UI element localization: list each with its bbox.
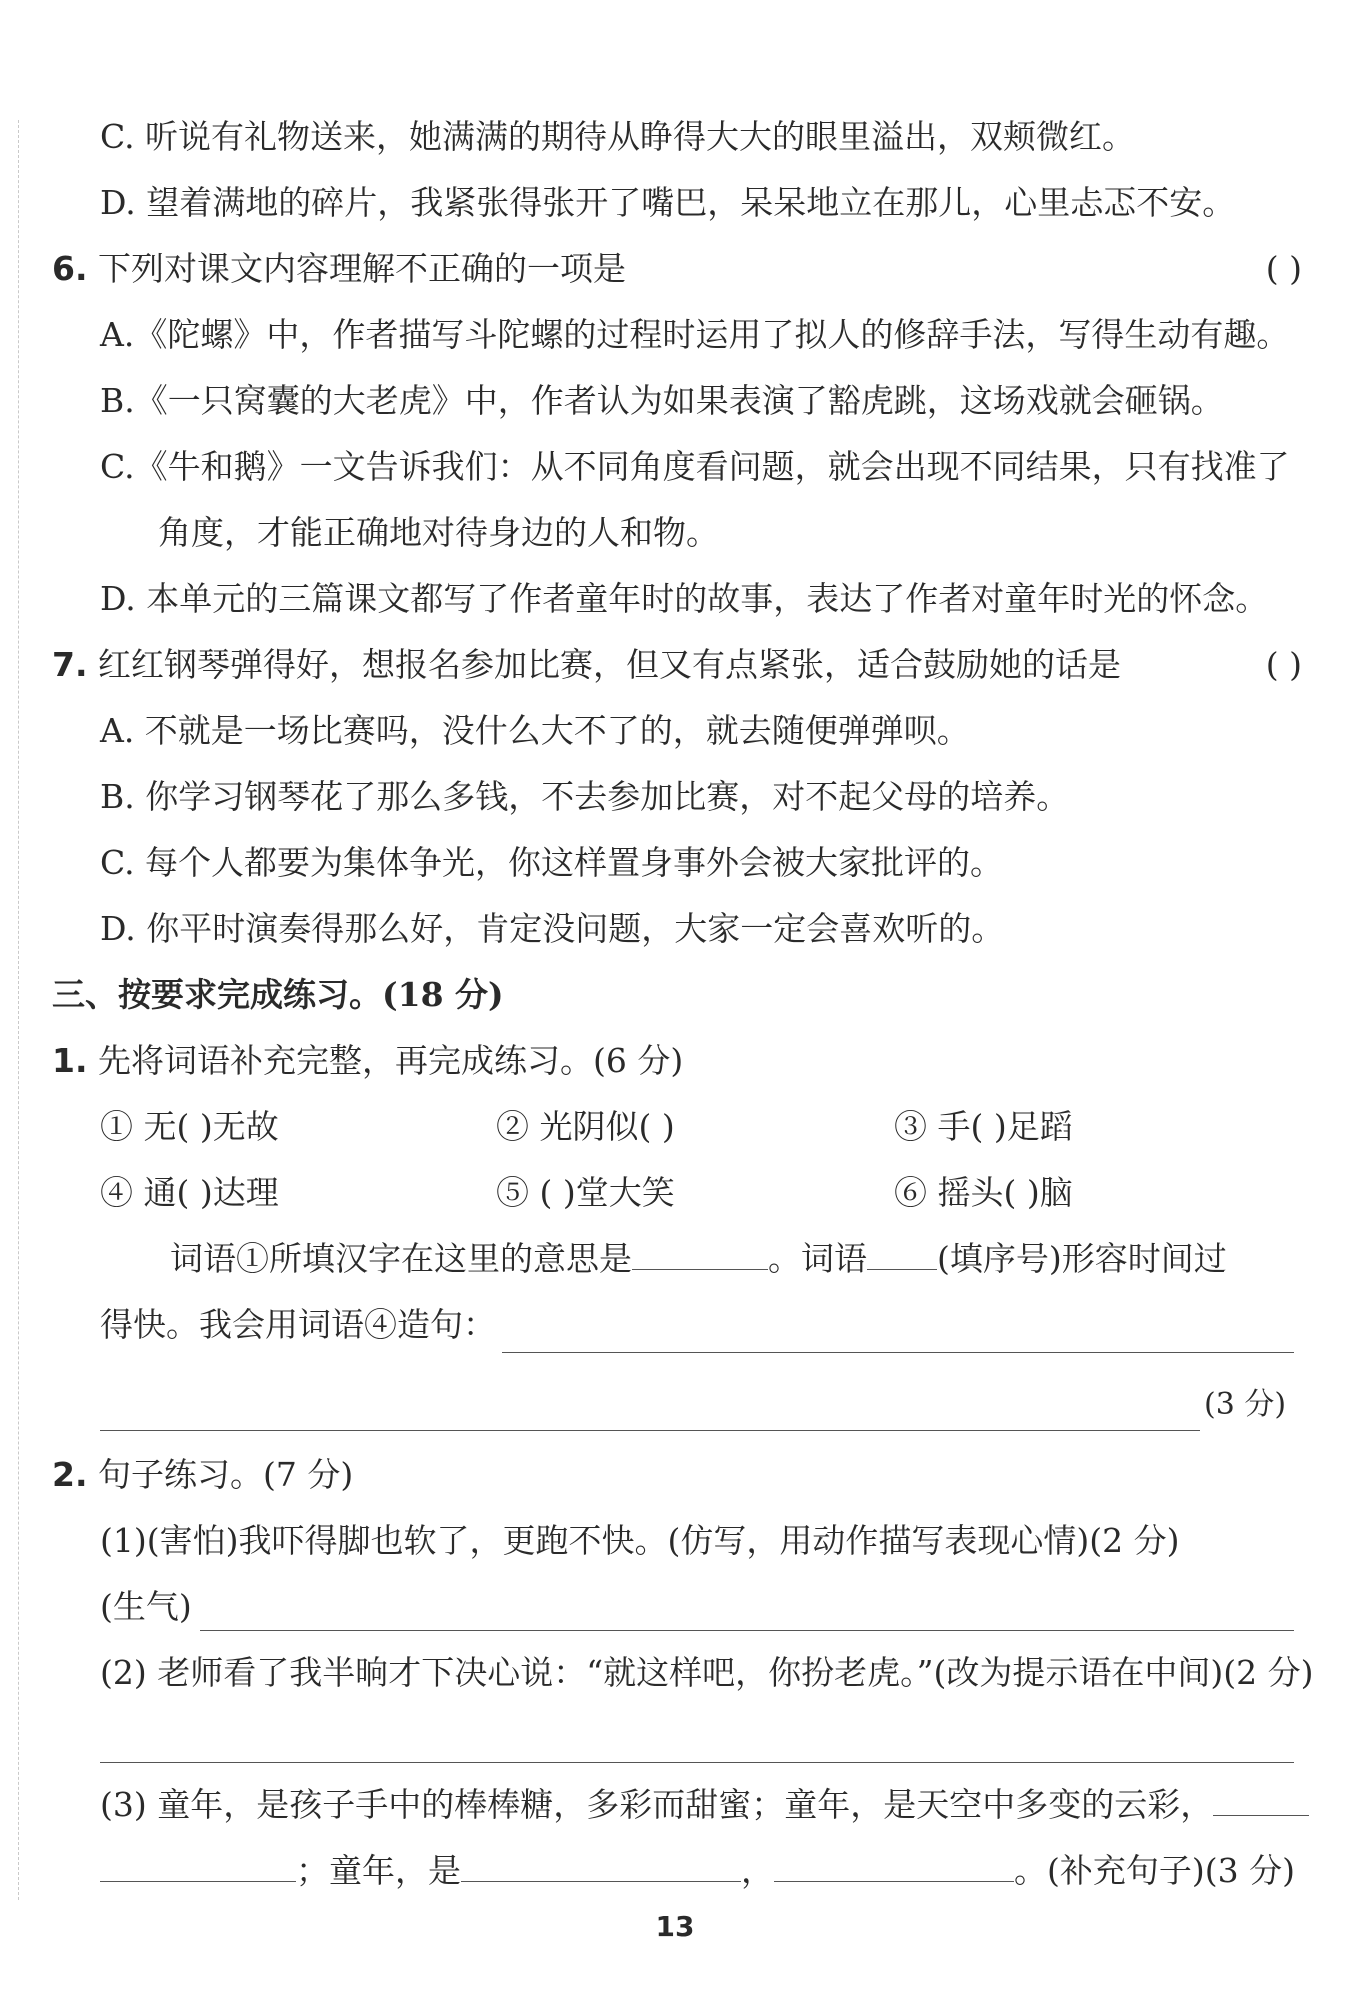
idiom-prompt: 。词语 [768, 1239, 867, 1278]
q6-stem [52, 236, 1302, 302]
s3-q2-sub1: (1)(害怕)我吓得脚也软了，更跑不快。(仿写，用动作描写表现心情)(2 分) [100, 1521, 1180, 1560]
s3-q2-text: 句子练习。(7 分) [98, 1455, 354, 1494]
binding-dashed-line [18, 120, 19, 1900]
s3-q1-stem [52, 1028, 683, 1094]
s3-q2-sub3-cont [100, 1838, 1295, 1904]
s3-q2-sub1-prefix: (生气) [100, 1587, 192, 1626]
vocab-item-3[interactable]: ③ 手( )足蹈 [894, 1107, 1073, 1146]
page-number: 13 [655, 1910, 695, 1943]
vocab-item-6[interactable]: ⑥ 摇头( )脑 [894, 1173, 1073, 1212]
sub3-middle: ；童年，是 [296, 1851, 461, 1890]
vocab-item-5[interactable]: ⑤ ( )堂大笑 [496, 1173, 675, 1212]
q7-option-c: C. 每个人都要为集体争光，你这样置身事外会被大家批评的。 [100, 843, 1004, 882]
s3-q1-text: 先将词语补充完整，再完成练习。(6 分) [98, 1041, 684, 1080]
q6-answer-parens[interactable]: ( ) [1265, 249, 1302, 288]
sub3-text: (3) 童年，是孩子手中的棒棒糖，多彩而甜蜜；童年，是天空中多变的云彩， [100, 1785, 1214, 1824]
sub3-blank-4[interactable] [774, 1841, 1014, 1882]
idiom-number-blank[interactable] [867, 1229, 937, 1270]
q7-option-a: A. 不就是一场比赛吗，没什么大不了的，就去随便弹弹呗。 [100, 711, 970, 750]
sub3-blank-3[interactable] [461, 1841, 741, 1882]
sub3-comma: ， [741, 1851, 774, 1890]
q7-option-d: D. 你平时演奏得那么好，肯定没问题，大家一定会喜欢听的。 [100, 909, 1005, 948]
s3-q2-sub3 [100, 1772, 1309, 1838]
q7-answer-parens[interactable]: ( ) [1265, 645, 1302, 684]
q6-option-a: A.《陀螺》中，作者描写斗陀螺的过程时运用了拟人的修辞手法，写得生动有趣。 [100, 315, 1290, 354]
s3-q2-sub2: (2) 老师看了我半晌才下决心说：“就这样吧，你扮老虎。”(改为提示语在中间)(2 分) [100, 1653, 1314, 1692]
vocab-item-2[interactable]: ② 光阴似( ) [496, 1107, 675, 1146]
sub3-end: 。(补充句子)(3 分) [1014, 1851, 1295, 1890]
section-3-title: 三、按要求完成练习。(18 分) [52, 975, 504, 1014]
sentence-answer-line-1[interactable] [502, 1352, 1294, 1353]
q5-option-c: C. 听说有礼物送来，她满满的期待从睁得大大的眼里溢出，双颊微红。 [100, 117, 1136, 156]
time-description: (填序号)形容时间过 [937, 1239, 1227, 1278]
q7-text: 红红钢琴弹得好，想报名参加比赛，但又有点紧张，适合鼓励她的话是 [98, 645, 1121, 684]
q6-number: 6. [52, 249, 88, 288]
q6-option-b: B.《一只窝囊的大老虎》中，作者认为如果表演了豁虎跳，这场戏就会砸锅。 [100, 381, 1224, 420]
meaning-blank[interactable] [632, 1229, 768, 1270]
imitation-answer-line[interactable] [200, 1630, 1294, 1631]
q6-option-c-cont: 角度，才能正确地对待身边的人和物。 [158, 513, 719, 552]
q6-option-d: D. 本单元的三篇课文都写了作者童年时的故事，表达了作者对童年时光的怀念。 [100, 579, 1269, 618]
s3-q1-number: 1. [52, 1041, 88, 1080]
sub3-blank-1[interactable] [1213, 1775, 1309, 1816]
q5-option-d: D. 望着满地的碎片，我紧张得张开了嘴巴，呆呆地立在那儿，心里忐忑不安。 [100, 183, 1236, 222]
q7-number: 7. [52, 645, 88, 684]
sentence-answer-line-2[interactable] [100, 1430, 1200, 1431]
meaning-prompt: 词语①所填汉字在这里的意思是 [170, 1239, 632, 1278]
vocab-item-4[interactable]: ④ 通( )达理 [100, 1173, 279, 1212]
s3-q2-stem [52, 1442, 353, 1508]
sub3-blank-2[interactable] [100, 1841, 296, 1882]
s3-q1-score: (3 分) [1204, 1387, 1287, 1422]
rewrite-answer-line[interactable] [100, 1762, 1294, 1763]
vocab-item-1[interactable]: ① 无( )无故 [100, 1107, 279, 1146]
q7-option-b: B. 你学习钢琴花了那么多钱，不去参加比赛，对不起父母的培养。 [100, 777, 1070, 816]
s3-q1-paragraph-line1 [170, 1226, 1227, 1292]
s3-q2-number: 2. [52, 1455, 88, 1494]
q6-text: 下列对课文内容理解不正确的一项是 [98, 249, 626, 288]
s3-q1-paragraph-line2: 得快。我会用词语④造句： [100, 1305, 496, 1344]
q6-option-c: C.《牛和鹅》一文告诉我们：从不同角度看问题，就会出现不同结果，只有找准了 [100, 447, 1290, 486]
q7-stem [52, 632, 1302, 698]
